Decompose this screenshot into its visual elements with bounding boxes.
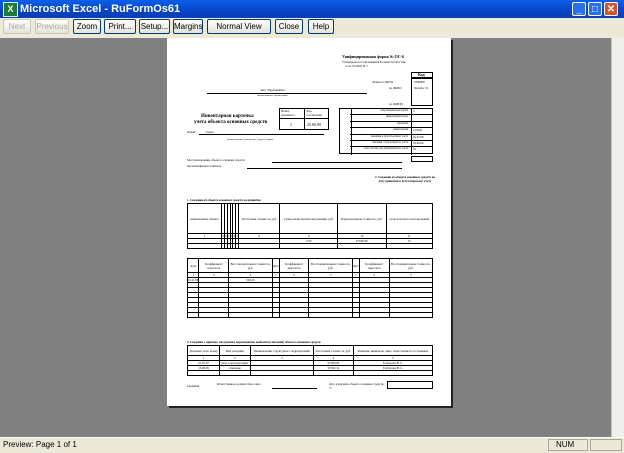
location-label: Местонахождение объекта основных средств — [187, 158, 245, 162]
s3-h7: Коэффициент пересчета — [359, 259, 389, 273]
manufacturer-label: Организация-изготовитель — [187, 164, 222, 168]
margins-button[interactable]: Margins — [173, 19, 203, 34]
s1-h6: Срок полезного использования — [386, 204, 433, 234]
section1-table: наименование объекта Остаточная стоимость, руб. Сумма начисленной амортизации, руб. Первоначальная стоимость, руб. Срок полезного использования 1 2 3 4 5 6 7 8 9 10 11 5 00 47'000,00 15 — [187, 203, 433, 249]
section2-title: 2. Сведения об объекте основных средств на дату принятия к бухгалтерскому учету — [375, 175, 435, 183]
s3-h8: Восстановительная стоимость, руб. — [389, 259, 432, 273]
doc-number-label: Номер документа — [281, 109, 295, 117]
help-button[interactable]: Help — [308, 19, 334, 34]
section3-table: Дата Коэффициент пересчета Восстановительная стоимость, руб. Дата Коэффициент пересчета Восстановительная стоимость, руб. Дата Коэффициент пересчета Восстановительная стоимость, руб. 1 2 3 1 2 3 1 2 3 01.11.08 500,00 — [187, 258, 433, 318]
close-window-button[interactable]: ✕ — [604, 2, 618, 16]
doc-date-label: Дата составления — [306, 109, 322, 117]
print-preview-toolbar — [0, 18, 624, 39]
right-row-label: инвентарный номер — [385, 115, 408, 119]
s3-h3: Дата — [272, 259, 279, 273]
footer-label: Сведения — [187, 384, 200, 388]
zoom-button[interactable]: Zoom — [73, 19, 101, 34]
right-row-value: 01.07.09 — [413, 134, 424, 139]
object-label: Объект — [187, 130, 197, 134]
code-header: Код — [418, 72, 425, 77]
okpo-label: по ОКПО — [389, 86, 402, 90]
s3-r0: 01.11.08 — [188, 278, 199, 282]
s4-h2: Наименование структурного подразделения — [250, 346, 313, 356]
section4-title: 4. Сведения о приемке, внутреннем перемещении, выбытии (списании) объекта основных средств — [187, 340, 321, 344]
s3-h2: Восстановительная стоимость, руб. — [229, 259, 272, 273]
s3-h4: Коэффициент пересчета — [279, 259, 309, 273]
right-row-label: заводской — [397, 121, 408, 125]
s4-h3: Остаточная стоимость, руб. — [313, 346, 353, 356]
s3-h0: Дата — [188, 259, 199, 273]
s4-h0: Документ дата, номер — [188, 346, 220, 356]
status-text: Preview: Page 1 of 1 — [3, 440, 77, 449]
print-button[interactable]: Print... — [104, 19, 136, 34]
card-title-2: учета объекта основных средств — [194, 120, 268, 125]
normal-view-button[interactable]: Normal View — [207, 19, 271, 34]
doc-date: 25.06.09 — [307, 122, 321, 127]
s1-h3: Остаточная стоимость, руб. — [239, 204, 280, 234]
s3-r2: 500,00 — [229, 278, 272, 283]
s1-v5: 47'000,00 — [338, 239, 386, 244]
status-bar — [0, 437, 624, 453]
s4-h4: Фамилия, инициалы, лица, ответственного за хранение — [353, 346, 432, 356]
object-value: станок — [205, 130, 214, 134]
s1-v4: 5 00 — [280, 239, 338, 244]
section1-title: 1. Сведения об объекте основных средств до принятия — [187, 198, 261, 202]
setup-button[interactable]: Setup... — [139, 19, 170, 34]
window-title: Microsoft Excel - RuFormOs61 — [20, 3, 181, 15]
maximize-button[interactable]: □ — [588, 2, 602, 16]
s1-h4: Сумма начисленной амортизации, руб. — [280, 204, 338, 234]
previous-button[interactable]: Previous — [35, 19, 69, 34]
footer-date-label: Дата в журнале объекта основных средств, % — [329, 382, 384, 390]
right-row-value: 01 — [413, 147, 416, 152]
right-row-label: амортизационная группа — [380, 109, 408, 112]
okpo-value: Четыбес 31 — [414, 86, 429, 90]
next-button[interactable]: Next — [3, 19, 31, 34]
preview-area[interactable] — [0, 38, 624, 437]
minimize-button[interactable]: _ — [572, 2, 586, 16]
s3-h6: Дата — [352, 259, 359, 273]
excel-app-icon: X — [3, 2, 18, 17]
s1-v6: 15 — [386, 239, 433, 244]
form-header-approved-2: от 21.01.2003 № 7 — [345, 64, 368, 68]
form-header-approved-1: Утверждена постановлением Госкомстата России — [342, 60, 406, 64]
section4-table: Документ дата, номер Вид операции Наименование структурного подразделения Остаточная стоимость, руб. Фамилия, инициалы, лица, ответственного за хранение 1 2 3 4 5 01.07.07 ввод в эксплуатацию 47'000,00 Гончарова В. С. 15.06.09 списание 32'922,12 Горбунова В. С. — [187, 345, 433, 376]
right-row-value: 01.06.09 — [413, 141, 424, 145]
title-bar — [0, 0, 624, 18]
s1-h5: Первоначальная стоимость, руб. — [338, 204, 386, 234]
org-name: ЗАО "Предприятие" — [260, 88, 286, 92]
s4-h1: Вид операции — [220, 346, 251, 356]
right-row-label: Счет, субсчет, код аналитического учета — [363, 147, 408, 151]
footer-caption: Ответственное должностное лицо — [217, 382, 261, 386]
doc-number: 1 — [290, 122, 292, 127]
form-header-title: Унифицированная форма № ОС-6 — [342, 54, 404, 59]
right-row-label: инвентарный — [393, 128, 408, 132]
right-row-value: 3 — [413, 109, 415, 113]
close-button[interactable]: Close — [275, 19, 303, 34]
okved-label: по ОКВЭД — [389, 102, 403, 106]
s3-h5: Восстановительная стоимость, руб. — [309, 259, 352, 273]
right-row-label: принятия к бухгалтерскому учету — [370, 134, 408, 138]
s1-h0: наименование объекта — [188, 204, 222, 234]
s3-h1: Коэффициент пересчета — [199, 259, 229, 273]
form-page — [167, 38, 451, 406]
card-title-1: Инвентарная карточка — [201, 114, 254, 119]
right-row-value: 123456 — [413, 128, 422, 133]
org-caption: (наименование организации) — [257, 94, 288, 97]
okud-label: Форма по ОКУД — [372, 80, 394, 84]
right-row-label: списания с бухгалтерского учета — [371, 141, 408, 144]
vertical-scrollbar[interactable] — [611, 38, 624, 437]
object-caption: (наименование, назначение, модель, марка) — [227, 138, 274, 141]
num-lock-indicator: NUM — [556, 440, 575, 449]
okud-value: 0306008 — [414, 80, 425, 84]
